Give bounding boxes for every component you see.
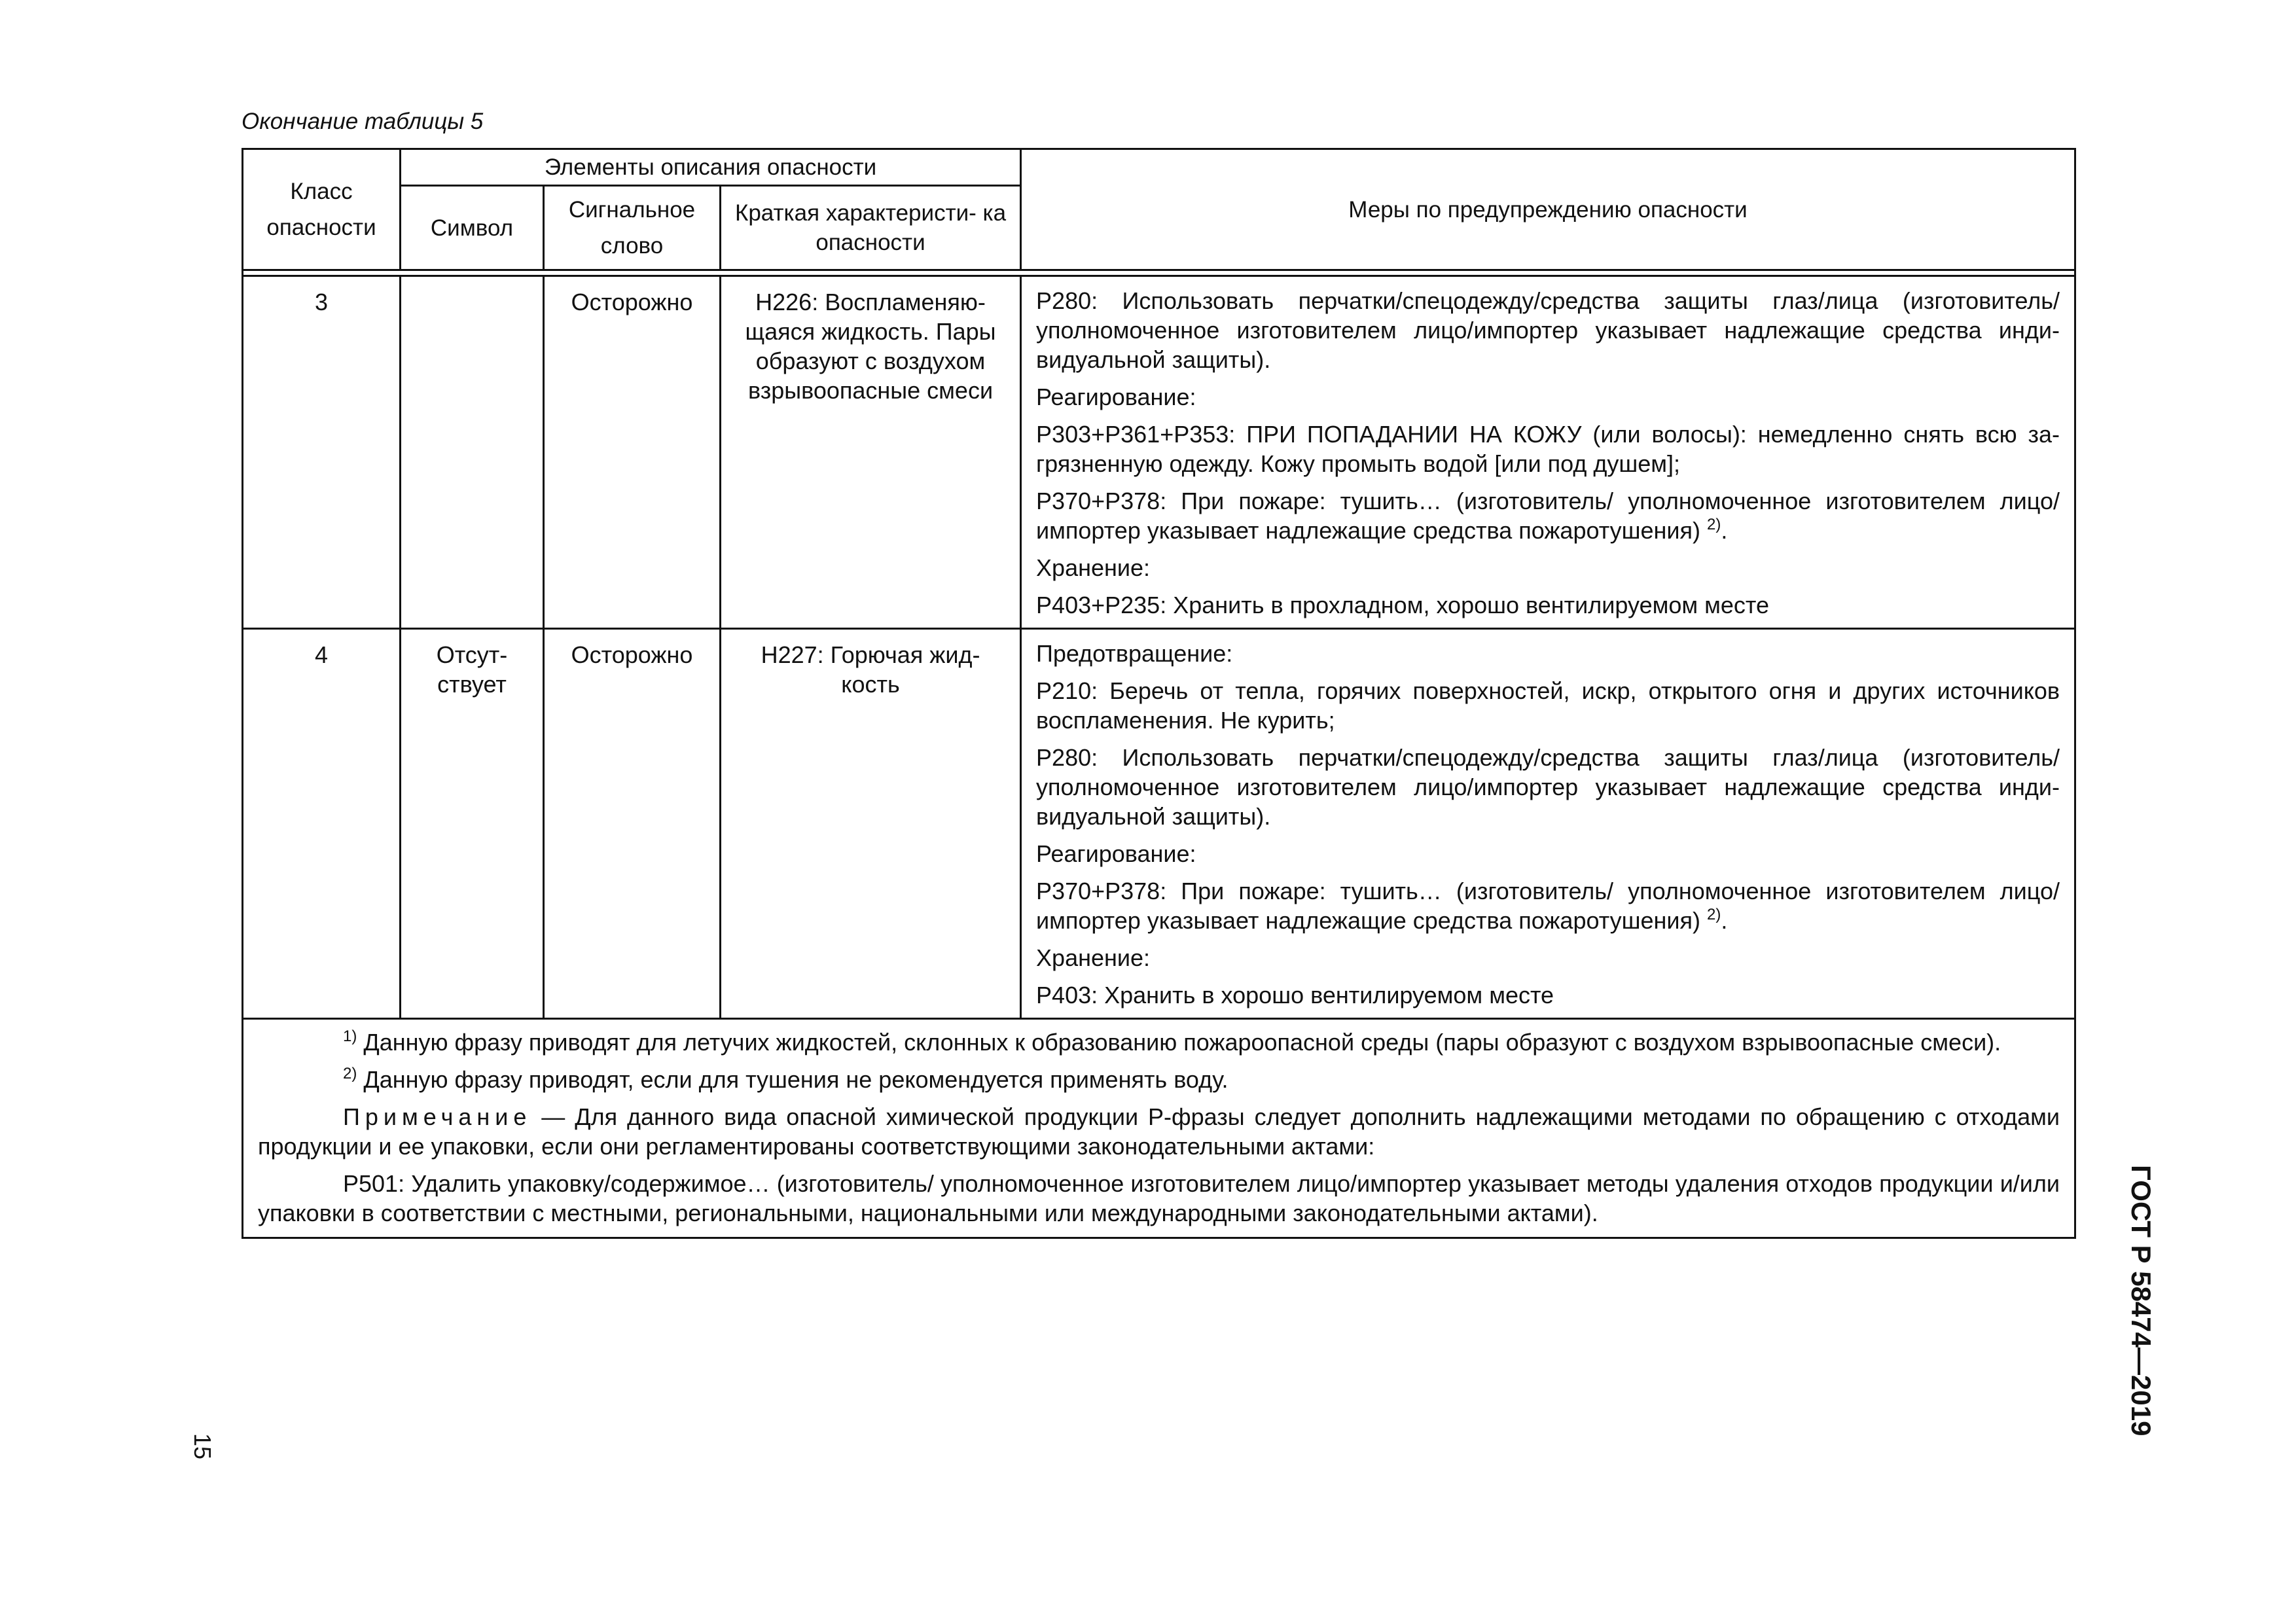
document-code: ГОСТ Р 58474—2019	[2126, 1165, 2157, 1436]
measure-line: P210: Беречь от тепла, горячих поверхностей, искр, открытого огня и других источников воспламенения. Не курить;	[1036, 677, 2060, 734]
notes-cell	[243, 1019, 2075, 1238]
cell-class: 4	[243, 629, 401, 1019]
cell-hazard: H227: Горючая жид- кость	[721, 629, 1021, 1019]
measure-line: Хранение:	[1036, 554, 1151, 581]
header-symbol: Символ	[401, 186, 544, 270]
header-class: Класс опасности	[243, 149, 401, 270]
header-group: Элементы описания опасности	[401, 149, 1021, 186]
footnote-2: $^{2)}$ Данную фразу приводят, если для тушения не рекомендуется применять воду.	[343, 1065, 1229, 1093]
measure-line: P403: Хранить в хорошо вентилируемом месте	[1036, 982, 1554, 1008]
measure-line: P403+P235: Хранить в прохладном, хорошо вентилируемом месте	[1036, 592, 1769, 618]
notes-row	[243, 1019, 2075, 1238]
measure-line: P280: Использовать перчатки/спецодежду/средства защиты глаз/лица (изготовитель/ уполномоченное изготовителем лицо/импортер указывает надлежащие средства инди- видуальной защиты).	[1036, 744, 2060, 830]
measure-line: Хранение:	[1036, 944, 1151, 971]
cell-measures	[1021, 629, 2075, 1019]
header-row-1	[243, 149, 2075, 186]
cell-symbol	[401, 276, 544, 629]
cell-hazard: H226: Воспламеняю- щаяся жидкость. Пары образуют с воздухом взрывоопасные смеси	[721, 276, 1021, 629]
measure-line: P280: Использовать перчатки/спецодежду/средства защиты глаз/лица (изготовитель/ уполномоченное изготовителем лицо/импортер указывает надлежащие средства инди- видуальной защиты).	[1036, 287, 2060, 373]
note-label: Примечание	[343, 1103, 532, 1130]
header-short: Краткая характеристи- ка опасности	[721, 186, 1021, 270]
header-signal: Сигнальное слово	[544, 186, 721, 270]
footnote-ref: 2)	[1707, 516, 1721, 533]
table-row	[243, 629, 2075, 1019]
measure-line: Реагирование:	[1036, 383, 1196, 410]
measure-line: P370+P378: При пожаре: тушить… (изготовитель/ уполномоченное изготовителем лицо/ импортер указывает надлежащие средства пожаротушения) $^{2)}$.	[1036, 488, 2060, 544]
header-separator	[243, 270, 2075, 276]
measure-line: P370+P378: При пожаре: тушить… (изготовитель/ уполномоченное изготовителем лицо/ импортер указывает надлежащие средства пожаротушения) $^{2)}$.	[1036, 878, 2060, 934]
measure-line: P303+P361+P353: ПРИ ПОПАДАНИИ НА КОЖУ (или волосы): немедленно снять всю за- грязненную одежду. Кожу промыть водой [или под душем];	[1036, 421, 2060, 477]
page-number: 15	[189, 1433, 216, 1460]
cell-signal: Осторожно	[544, 629, 721, 1019]
footnote-1: $^{1)}$ Данную фразу приводят для летучих жидкостей, склонных к образованию пожароопасной среды (пары образуют с воздухом взрывоопасные смеси).	[343, 1027, 2001, 1056]
cell-measures	[1021, 276, 2075, 629]
measure-line: Предотвращение:	[1036, 640, 1233, 667]
hazard-table	[242, 148, 2076, 1239]
measure-line: Реагирование:	[1036, 840, 1196, 867]
table-caption: Окончание таблицы 5	[242, 109, 484, 134]
note: Примечание — Для данного вида опасной химической продукции P-фразы следует дополнить надлежащими методами по обращению с отходами продукции и ее упаковки, если они регламентированы соответствующими законодательными актами:	[258, 1103, 2060, 1160]
cell-signal: Осторожно	[544, 276, 721, 629]
footnote-ref: 2)	[1707, 906, 1721, 923]
cell-class: 3	[243, 276, 401, 629]
header-measures: Меры по предупреждению опасности	[1021, 149, 2075, 270]
table-row	[243, 276, 2075, 629]
p501-note: P501: Удалить упаковку/содержимое… (изготовитель/ уполномоченное изготовителем лицо/импортер указывает методы удаления отходов продукции и/или упаковки в соответствии с местными, региональными, национальными или международными законодательными актами).	[258, 1170, 2060, 1226]
cell-symbol: Отсут- ствует	[401, 629, 544, 1019]
